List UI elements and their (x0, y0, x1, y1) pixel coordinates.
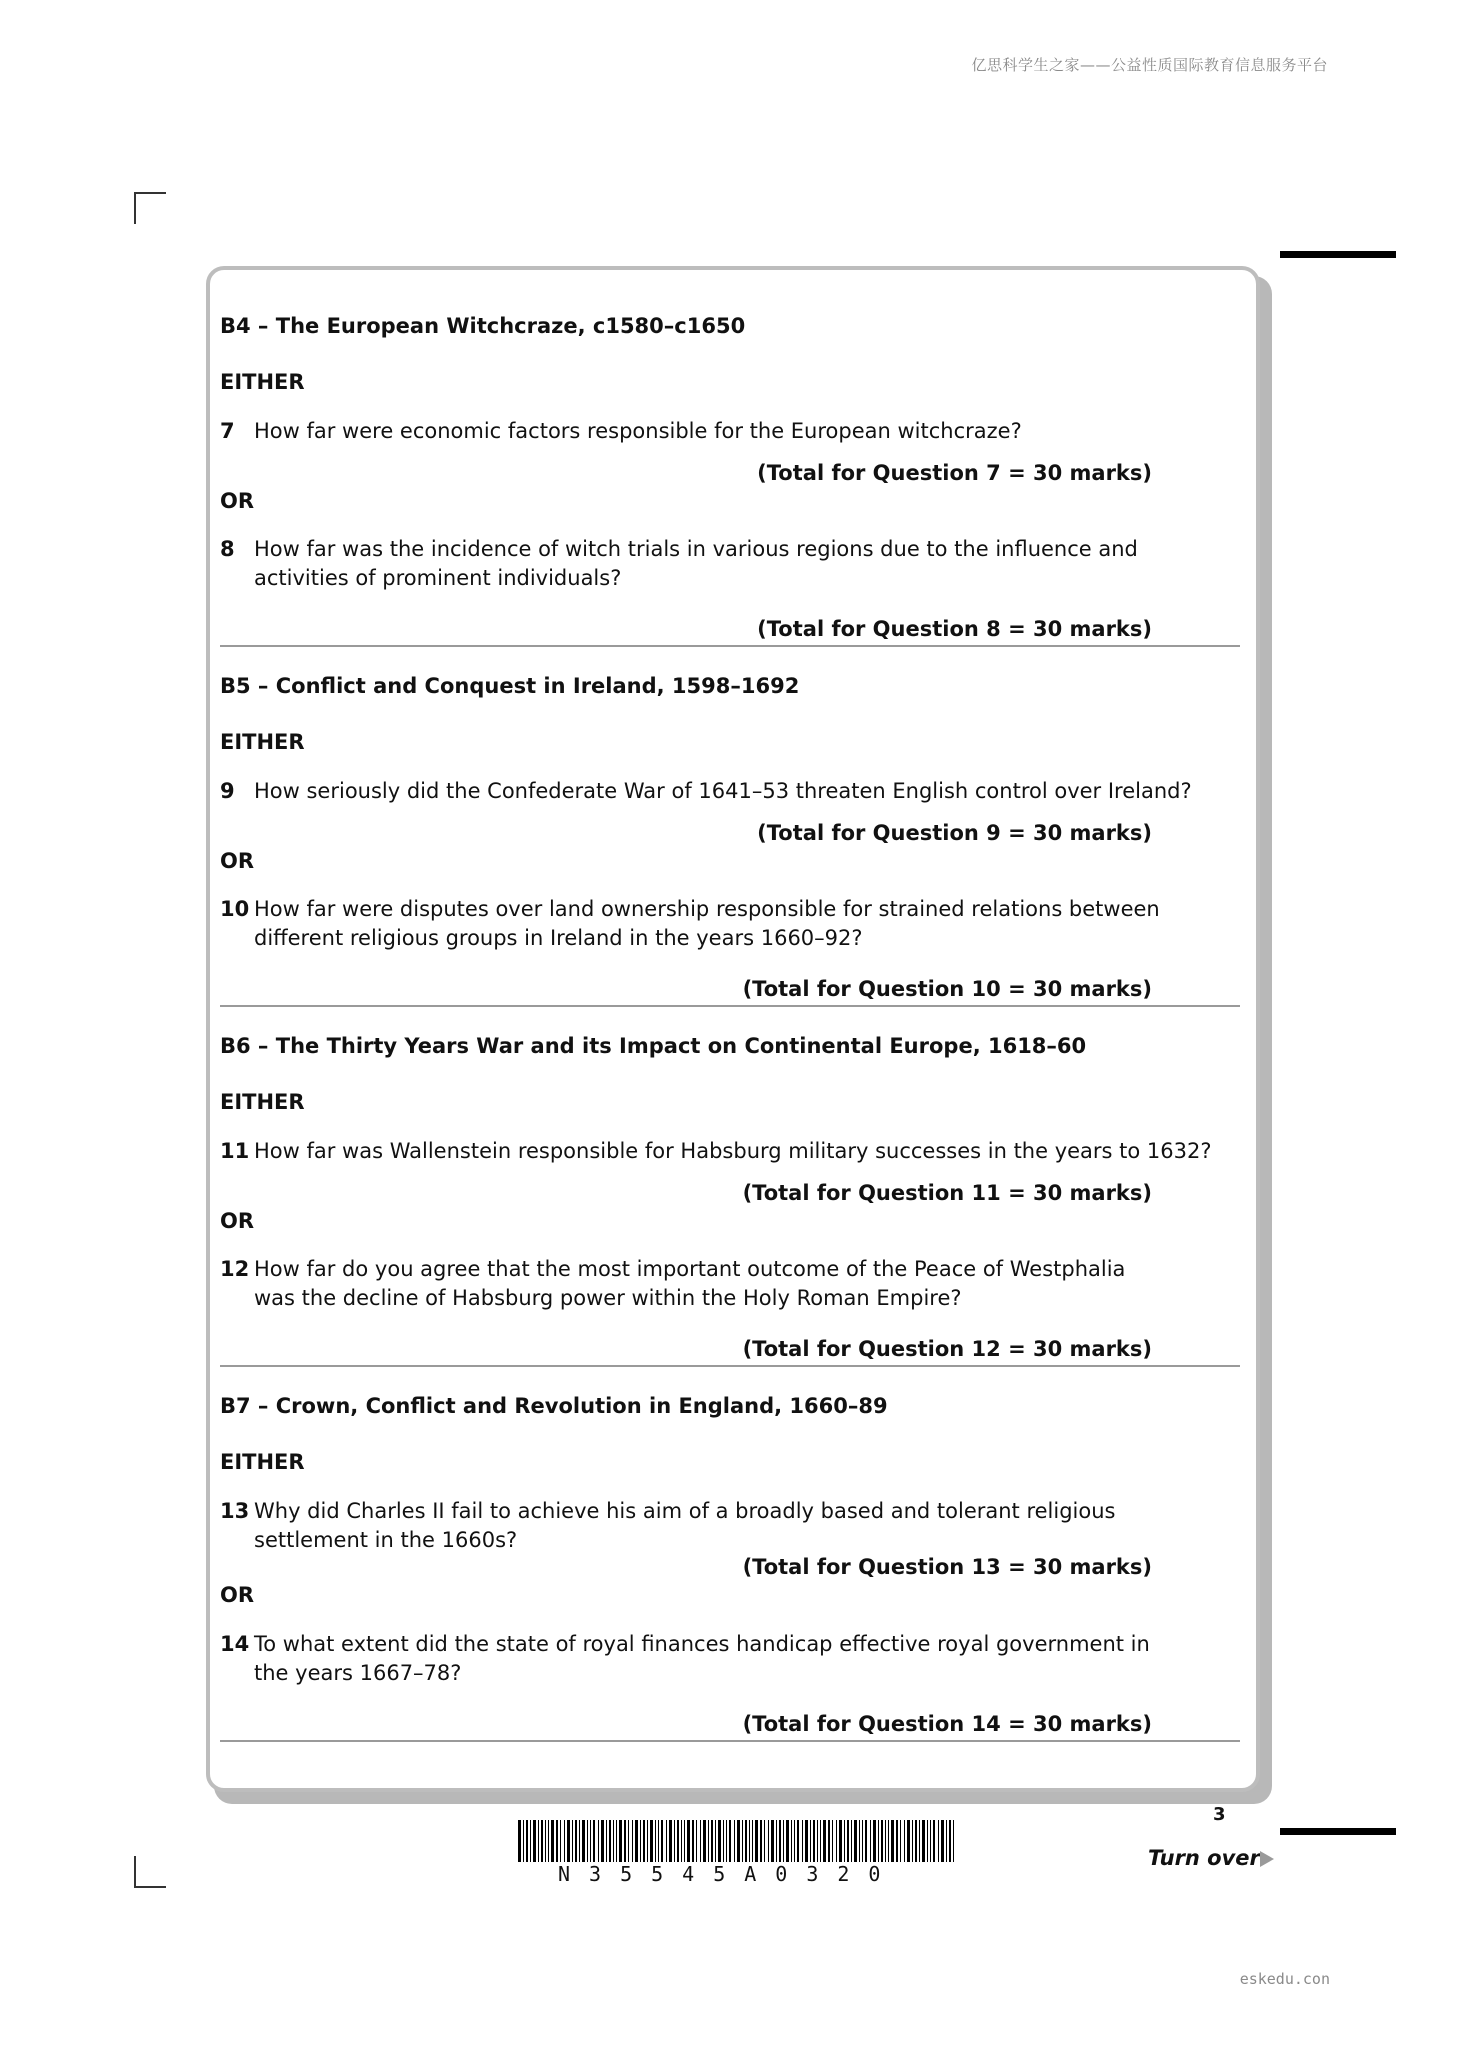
question-number-13: 13 (220, 1499, 250, 1523)
margin-bar-top (1280, 251, 1396, 258)
section-divider (220, 1365, 1240, 1367)
question-13-marks: (Total for Question 13 = 30 marks) (742, 1555, 1152, 1579)
question-9-text: How seriously did the Confederate War of 1641–53 threaten English control over Ireland? (254, 779, 1192, 803)
question-number-12: 12 (220, 1257, 250, 1281)
barcode-digits: N35545A0320 (558, 1862, 900, 1886)
question-8-text-line2: activities of prominent individuals? (254, 566, 622, 590)
question-11-marks: (Total for Question 11 = 30 marks) (742, 1181, 1152, 1205)
question-7-text: How far were economic factors responsible for the European witchcraze? (254, 419, 1022, 443)
crop-mark-top-left-horizontal (134, 192, 166, 194)
question-14-marks: (Total for Question 14 = 30 marks) (742, 1712, 1152, 1736)
either-label: EITHER (220, 370, 305, 394)
or-label: OR (220, 1209, 255, 1233)
footer-watermark: eskedu.con (1239, 1970, 1330, 1988)
question-number-7: 7 (220, 419, 235, 443)
question-10-marks: (Total for Question 10 = 30 marks) (742, 977, 1152, 1001)
or-label: OR (220, 1583, 255, 1607)
question-number-11: 11 (220, 1139, 250, 1163)
section-divider (220, 645, 1240, 647)
question-10-text-line1: How far were disputes over land ownership responsible for strained relations between (254, 897, 1160, 921)
question-number-8: 8 (220, 537, 235, 561)
either-label: EITHER (220, 1450, 305, 1474)
question-11-text: How far was Wallenstein responsible for Habsburg military successes in the years to 1632? (254, 1139, 1212, 1163)
crop-mark-top-left (134, 192, 136, 224)
crop-mark-bottom-left-horizontal (134, 1886, 166, 1888)
crop-mark-bottom-left (134, 1856, 136, 1888)
question-8-text-line1: How far was the incidence of witch trials in various regions due to the influence and (254, 537, 1138, 561)
section-heading-b7: B7 – Crown, Conflict and Revolution in England, 1660–89 (220, 1394, 888, 1418)
margin-bar-bottom (1280, 1828, 1396, 1835)
question-14-text-line1: To what extent did the state of royal finances handicap effective royal government in (254, 1632, 1150, 1656)
question-7-marks: (Total for Question 7 = 30 marks) (757, 461, 1152, 485)
page-number: 3 (1213, 1804, 1226, 1825)
section-divider (220, 1740, 1240, 1742)
question-9-marks: (Total for Question 9 = 30 marks) (757, 821, 1152, 845)
or-label: OR (220, 489, 255, 513)
question-13-text-line2: settlement in the 1660s? (254, 1528, 518, 1552)
question-12-marks: (Total for Question 12 = 30 marks) (742, 1337, 1152, 1361)
question-14-text-line2: the years 1667–78? (254, 1661, 462, 1685)
section-heading-b5: B5 – Conflict and Conquest in Ireland, 1598–1692 (220, 674, 800, 698)
question-8-marks: (Total for Question 8 = 30 marks) (757, 617, 1152, 641)
barcode-image (518, 1820, 954, 1862)
question-12-text-line2: was the decline of Habsburg power within the Holy Roman Empire? (254, 1286, 962, 1310)
either-label: EITHER (220, 1090, 305, 1114)
turn-over-arrow-icon (1260, 1851, 1274, 1867)
or-label: OR (220, 849, 255, 873)
question-13-text-line1: Why did Charles II fail to achieve his aim of a broadly based and tolerant religious (254, 1499, 1116, 1523)
question-number-10: 10 (220, 897, 250, 921)
section-heading-b6: B6 – The Thirty Years War and its Impact on Continental Europe, 1618–60 (220, 1034, 1087, 1058)
question-10-text-line2: different religious groups in Ireland in the years 1660–92? (254, 926, 863, 950)
either-label: EITHER (220, 730, 305, 754)
turn-over-label: Turn over (1148, 1846, 1260, 1870)
section-divider (220, 1005, 1240, 1007)
question-12-text-line1: How far do you agree that the most important outcome of the Peace of Westphalia (254, 1257, 1126, 1281)
question-number-9: 9 (220, 779, 235, 803)
question-number-14: 14 (220, 1632, 250, 1656)
header-watermark: 亿思科学生之家——公益性质国际教育信息服务平台 (971, 56, 1328, 74)
section-heading-b4: B4 – The European Witchcraze, c1580–c1650 (220, 314, 746, 338)
